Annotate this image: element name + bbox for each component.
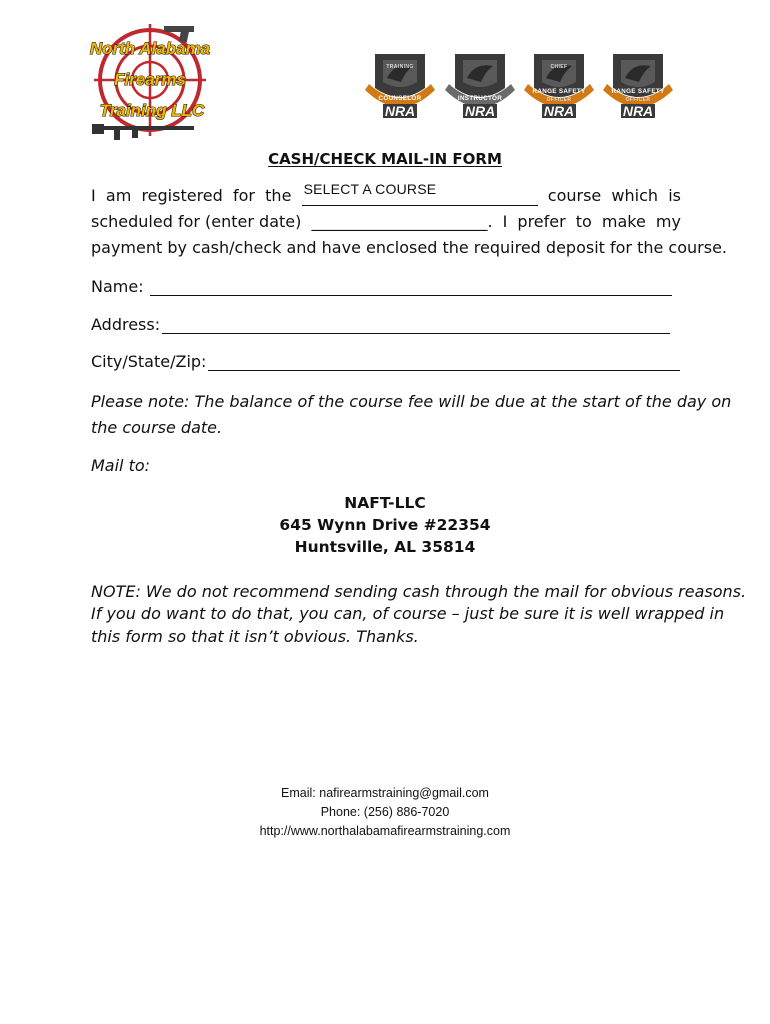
balance-note-line-2: the course date. [91,418,223,437]
word: which [611,186,659,205]
badge-4-nra: NRA [622,103,654,119]
badge-4-sub: OFFICER [625,97,651,103]
contact-phone: Phone: (256) 886-7020 [320,805,450,819]
registration-line-2 [91,212,681,232]
balance-note-line-1: Please note: The balance of the course fee will be due at the start of the day on [91,392,732,411]
logo-line-1: North Alabama [89,39,211,58]
word: my [655,212,681,231]
address-row [91,315,670,334]
cash-note-line-2: If you do want to do that, you can, of course – just be sure it is well wrapped in [91,604,725,623]
north-alabama-firearms-logo [88,22,218,144]
word: to [575,212,592,231]
mailing-street: 645 Wynn Drive #22354 [279,516,491,534]
logo-line-2: Firearms [114,70,186,89]
badge-1-nra: NRA [384,103,416,119]
city-row [91,352,680,371]
course-date-field[interactable]: ______________________. [311,212,493,231]
mail-to-label: Mail to: [91,456,151,475]
badge-4-arc: RANGE SAFETY [611,88,665,95]
word: I [502,212,508,231]
badge-1-arc: COUNSELOR [378,95,422,102]
contact-email: Email: nafirearmstraining@gmail.com [281,786,489,800]
city-state-zip-field[interactable] [208,356,680,371]
badge-3-top: CHIEF [550,64,568,70]
address-field[interactable] [162,319,670,334]
badge-3-arc: RANGE SAFETY [532,88,586,95]
word: course [547,186,602,205]
address-label: Address: [91,315,161,334]
badge-3-nra: NRA [543,103,575,119]
word: is [668,186,681,205]
nra-counselor-badge [361,48,439,120]
name-label: Name: [91,277,144,296]
name-field[interactable] [150,281,672,296]
word: I [91,186,96,205]
city-label: City/State/Zip: [91,352,207,371]
contact-website-link[interactable]: http://www.northalabamafirearmstraining.com [259,824,511,838]
cash-note-line-3: this form so that it isn’t obvious. Thanks. [91,627,419,646]
word: registered [141,186,223,205]
mailing-name: NAFT-LLC [344,494,426,512]
badge-2-nra: NRA [464,103,496,119]
registration-line-3: payment by cash/check and have enclosed the required deposit for the course. [91,238,727,257]
badge-3-sub: OFFICER [546,97,572,103]
rifle-icon [92,124,194,140]
nra-chief-rso-badge [520,48,598,120]
name-row [91,277,672,296]
word: prefer [517,212,566,231]
nra-rso-badge [599,48,677,120]
word: the [265,186,292,205]
word: for [232,186,255,205]
course-select-value: SELECT A COURSE [303,181,437,197]
registration-line-1 [91,181,681,206]
word: make [601,212,646,231]
course-select[interactable] [302,181,538,206]
scheduled-label: scheduled for (enter date) [91,212,302,231]
nra-instructor-badge [441,48,519,120]
word: am [105,186,132,205]
cash-note-line-1: NOTE: We do not recommend sending cash through the mail for obvious reasons. [91,582,747,601]
mailing-city: Huntsville, AL 35814 [294,538,476,556]
badge-2-arc: INSTRUCTOR [457,95,503,102]
logo-line-3: Training LLC [99,101,205,120]
form-title: CASH/CHECK MAIL-IN FORM [268,150,502,168]
badge-1-top: TRAINING [386,64,414,70]
